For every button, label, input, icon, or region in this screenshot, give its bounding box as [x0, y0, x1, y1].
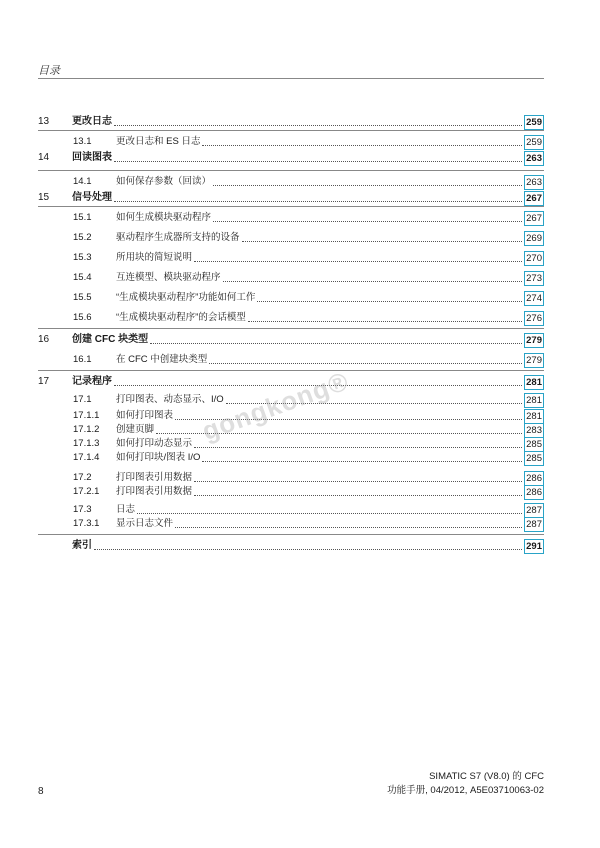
- toc-entry-title: 如何打印块/图表 I/O: [116, 452, 201, 463]
- toc-page-link[interactable]: 270: [526, 253, 542, 264]
- toc-page-link[interactable]: 263: [526, 153, 542, 164]
- toc-entry-title: 如何保存参数（回读）: [116, 176, 212, 187]
- toc-entry-number: 15.2: [73, 232, 92, 243]
- dot-leader: [194, 495, 522, 496]
- toc-entry-number: 17: [38, 376, 50, 387]
- toc-entry-number: 17.1.4: [73, 452, 100, 463]
- toc-page-link[interactable]: 273: [526, 273, 542, 284]
- toc-entry-number: 17.2: [73, 472, 92, 483]
- toc-entry-title: 更改日志: [72, 116, 112, 127]
- toc-entry-title: 在 CFC 中创建块类型: [116, 354, 208, 365]
- toc-entry-title: 打印图表引用数据: [116, 472, 193, 483]
- toc-entry-title: 索引: [72, 540, 92, 551]
- dot-leader: [194, 481, 522, 482]
- toc-page-link[interactable]: 267: [526, 193, 542, 204]
- toc-section-entry[interactable]: [38, 516, 544, 532]
- dot-leader: [137, 513, 522, 514]
- toc-section-entry[interactable]: [38, 290, 544, 306]
- chapter-separator: [38, 370, 544, 371]
- toc-chapter-entry[interactable]: [38, 538, 544, 554]
- toc-entry-number: 13.1: [73, 136, 92, 147]
- dot-leader: [209, 363, 522, 364]
- toc-entry-number: 17.3: [73, 504, 92, 515]
- toc-entry-title: 驱动程序生成器所支持的设备: [116, 232, 240, 243]
- toc-page-link[interactable]: 267: [526, 213, 542, 224]
- toc-entry-title: 更改日志和 ES 日志: [116, 136, 201, 147]
- dot-leader: [150, 343, 522, 344]
- watermark: gongkong®: [198, 365, 353, 447]
- toc-entry-number: 16: [38, 334, 50, 345]
- toc-section-entry[interactable]: [38, 134, 544, 150]
- toc-page-link[interactable]: 274: [526, 293, 542, 304]
- dot-leader: [213, 185, 522, 186]
- toc-entry-title: 互连模型、模块驱动程序: [116, 272, 221, 283]
- page-number: 8: [38, 786, 44, 797]
- toc-entry-number: 17.1.3: [73, 438, 100, 449]
- toc-entry-number: 14.1: [73, 176, 92, 187]
- toc-entry-title: 显示日志文件: [116, 518, 174, 529]
- toc-page-link[interactable]: 259: [526, 117, 542, 128]
- toc-entry-number: 17.1.1: [73, 410, 100, 421]
- toc-entry-title: 打印图表、动态显示、I/O: [116, 394, 224, 405]
- chapter-separator: [38, 534, 544, 535]
- toc-entry-number: 17.2.1: [73, 486, 100, 497]
- toc-page-link[interactable]: 283: [526, 425, 542, 436]
- toc-page-link[interactable]: 291: [526, 541, 542, 552]
- toc-section-entry[interactable]: [38, 270, 544, 286]
- toc-section-entry[interactable]: [38, 352, 544, 368]
- toc-page-link[interactable]: 287: [526, 519, 542, 530]
- toc-entry-number: 16.1: [73, 354, 92, 365]
- toc-entry-title: 日志: [116, 504, 136, 515]
- toc-page-link[interactable]: 285: [526, 439, 542, 450]
- toc-page-link[interactable]: 259: [526, 137, 542, 148]
- toc-page-link[interactable]: 286: [526, 473, 542, 484]
- toc-entry-number: 15.6: [73, 312, 92, 323]
- toc-section-entry[interactable]: [38, 210, 544, 226]
- toc-chapter-entry[interactable]: [38, 190, 544, 206]
- chapter-separator: [38, 130, 544, 131]
- toc-chapter-entry[interactable]: [38, 150, 544, 166]
- toc-entry-number: 13: [38, 116, 50, 127]
- toc-entry-number: 17.1: [73, 394, 92, 405]
- toc-section-entry[interactable]: [38, 174, 544, 190]
- dot-leader: [194, 261, 522, 262]
- document-title: SIMATIC S7 (V8.0) 的 CFC: [429, 771, 544, 782]
- document-info: [387, 770, 544, 798]
- toc-entry-title: 如何打印图表: [116, 410, 174, 421]
- toc-page-link[interactable]: 285: [526, 453, 542, 464]
- toc-page-link[interactable]: 269: [526, 233, 542, 244]
- toc-entry-number: 15.5: [73, 292, 92, 303]
- toc-entry-number: 15: [38, 192, 50, 203]
- toc-entry-title: 回读图表: [72, 152, 112, 163]
- toc-section-entry[interactable]: [38, 450, 544, 466]
- dot-leader: [213, 221, 522, 222]
- toc-entry-title: “生成模块驱动程序”功能如何工作: [116, 292, 256, 303]
- toc-page-link[interactable]: 281: [526, 395, 542, 406]
- toc-entry-title: 创建页脚: [116, 424, 155, 435]
- toc-entry-title: 如何打印动态显示: [116, 438, 193, 449]
- toc-entry-title: 所用块的简短说明: [116, 252, 193, 263]
- toc-section-entry[interactable]: [38, 484, 544, 500]
- dot-leader: [114, 161, 522, 162]
- toc-page-link[interactable]: 263: [526, 177, 542, 188]
- toc-chapter-entry[interactable]: [38, 114, 544, 130]
- toc-entry-title: 信号处理: [72, 192, 112, 203]
- toc-chapter-entry[interactable]: [38, 332, 544, 348]
- dot-leader: [242, 241, 522, 242]
- toc-entry-number: 14: [38, 152, 50, 163]
- chapter-separator: [38, 328, 544, 329]
- chapter-separator: [38, 170, 544, 171]
- toc-entry-number: 15.3: [73, 252, 92, 263]
- toc-entry-title: 打印图表引用数据: [116, 486, 193, 497]
- toc-entry-number: 17.1.2: [73, 424, 100, 435]
- document-edition: 功能手册, 04/2012, A5E03710063-02: [387, 785, 544, 796]
- toc-entry-number: 15.1: [73, 212, 92, 223]
- dot-leader: [114, 201, 522, 202]
- toc-entry-number: 15.4: [73, 272, 92, 283]
- toc-entry-title: 如何生成模块驱动程序: [116, 212, 212, 223]
- dot-leader: [194, 447, 522, 448]
- toc-entry-number: 17.3.1: [73, 518, 100, 529]
- toc-page-link[interactable]: 281: [526, 411, 542, 422]
- dot-leader: [248, 321, 522, 322]
- toc-entry-title: 创建 CFC 块类型: [72, 334, 149, 345]
- toc-page-link[interactable]: 276: [526, 313, 542, 324]
- dot-leader: [94, 549, 522, 550]
- toc-section-entry[interactable]: [38, 250, 544, 266]
- toc-entry-title: “生成模块驱动程序”的会话模型: [116, 312, 246, 323]
- toc-page-link[interactable]: 286: [526, 487, 542, 498]
- header-rule: [38, 78, 544, 79]
- toc-page-link[interactable]: 279: [526, 335, 542, 346]
- dot-leader: [175, 527, 522, 528]
- dot-leader: [114, 125, 522, 126]
- toc-page-link[interactable]: 281: [526, 377, 542, 388]
- dot-leader: [223, 281, 522, 282]
- toc-section-entry[interactable]: [38, 310, 544, 326]
- toc-page-link[interactable]: 279: [526, 355, 542, 366]
- dot-leader: [202, 461, 522, 462]
- dot-leader: [202, 145, 522, 146]
- dot-leader: [257, 301, 522, 302]
- toc-section-entry[interactable]: [38, 230, 544, 246]
- running-header: 目录: [38, 65, 60, 77]
- chapter-separator: [38, 206, 544, 207]
- toc-entry-title: 记录程序: [72, 376, 112, 387]
- toc-page-link[interactable]: 287: [526, 505, 542, 516]
